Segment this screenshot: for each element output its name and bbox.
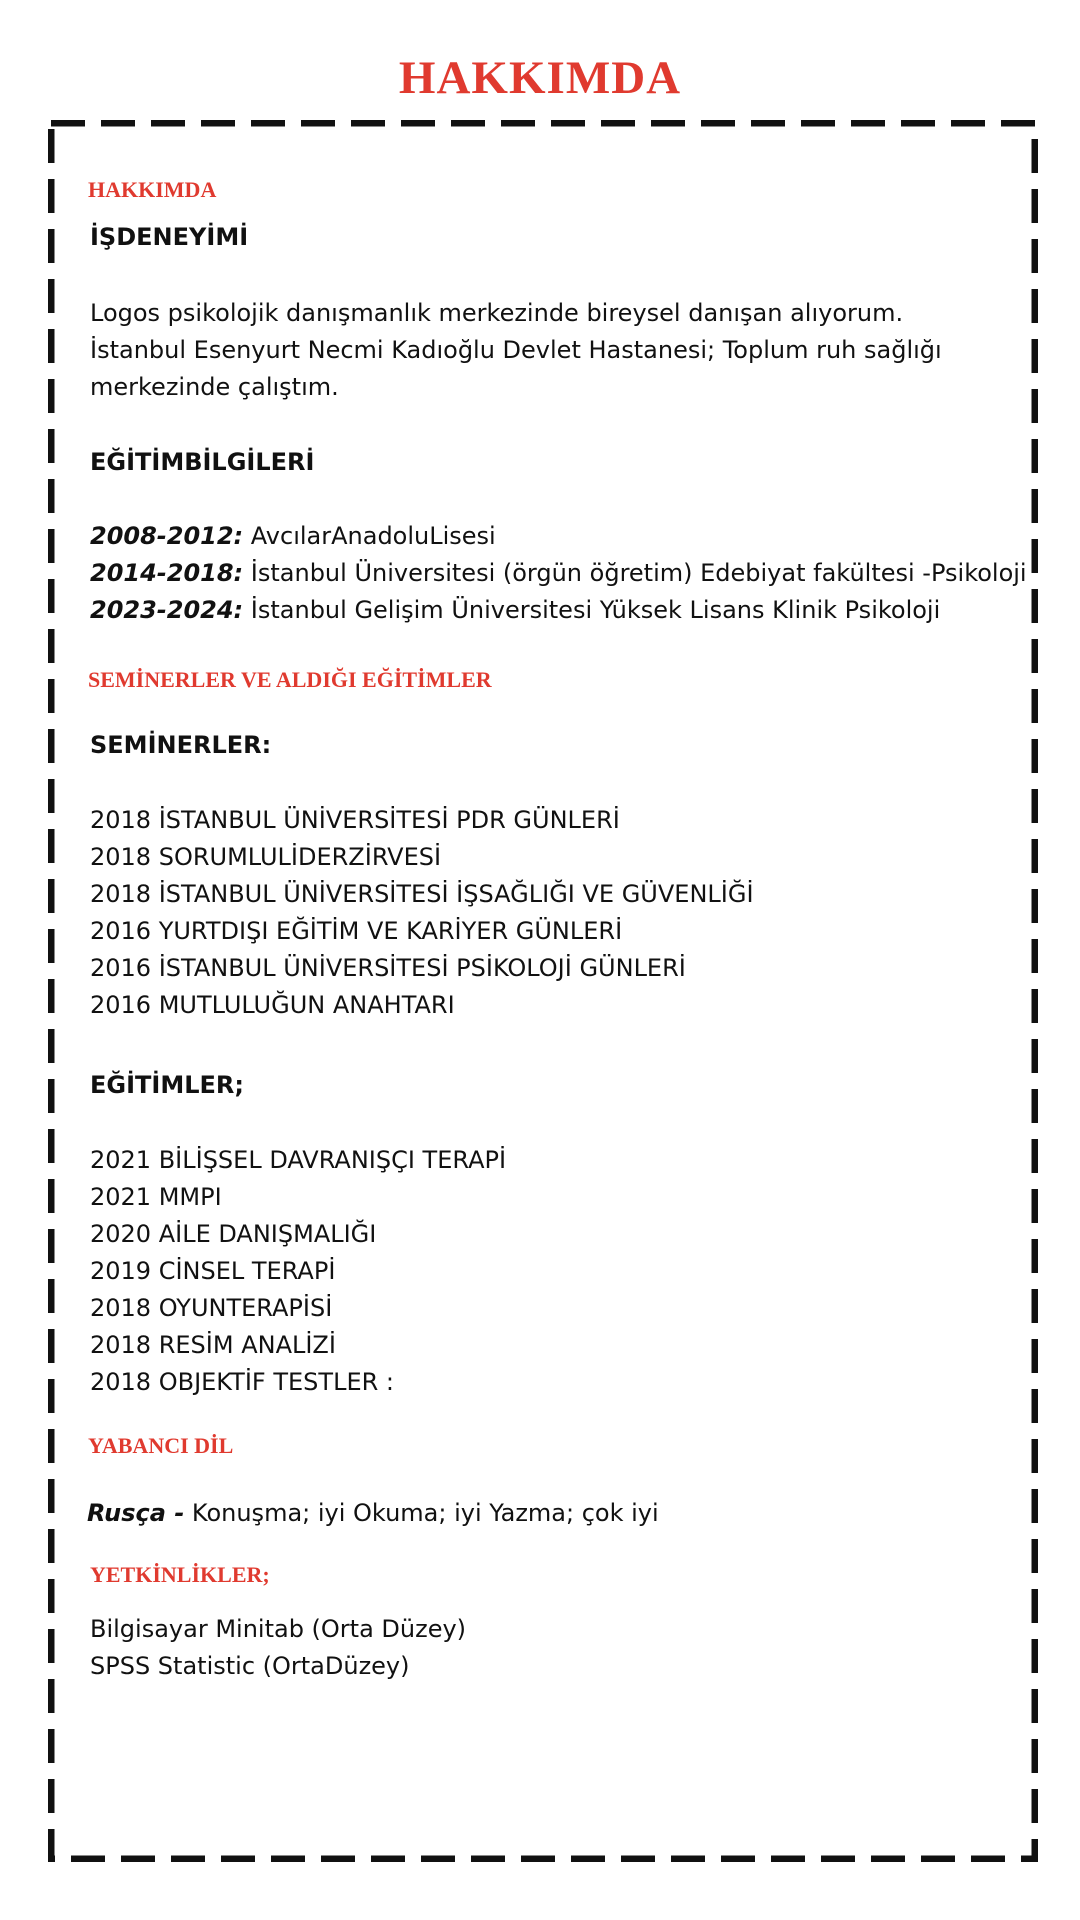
education-school: AvcılarAnadoluLisesi (243, 522, 496, 550)
experience-line: İstanbul Esenyurt Necmi Kadıoğlu Devlet Hastanesi; Toplum ruh sağlığı (90, 336, 942, 364)
education-heading: EĞİTİMBİLGİLERİ (90, 448, 315, 476)
language-line (87, 1495, 659, 1532)
seminars-section-heading: SEMİNERLER VE ALDIĞI EĞİTİMLER (88, 667, 492, 692)
education-item (90, 592, 1027, 629)
seminar-item: 2018 İSTANBUL ÜNİVERSİTESİ PDR GÜNLERİ (90, 806, 620, 834)
education-years: 2023-2024: (90, 596, 244, 624)
language-name: Rusça - (87, 1499, 185, 1527)
skill-item: Bilgisayar Minitab (Orta Düzey) (90, 1615, 467, 1643)
skill-item: SPSS Statistic (OrtaDüzey) (90, 1652, 410, 1680)
education-school: İstanbul Gelişim Üniversitesi Yüksek Lisans Klinik Psikoloji (243, 596, 941, 624)
trainings-list (90, 1142, 506, 1401)
training-item: 2018 OYUNTERAPİSİ (90, 1294, 333, 1322)
training-item: 2021 BİLİŞSEL DAVRANIŞÇI TERAPİ (90, 1146, 507, 1174)
training-item: 2018 OBJEKTİF TESTLER : (90, 1368, 394, 1396)
page-title: HAKKIMDA (398, 52, 682, 104)
education-item (90, 518, 1027, 555)
education-years: 2008-2012: (90, 522, 244, 550)
seminar-item: 2018 İSTANBUL ÜNİVERSİTESİ İŞSAĞLIĞI VE GÜVENLİĞİ (90, 880, 754, 908)
education-item (90, 555, 1027, 592)
experience-heading: İŞDENEYİMİ (90, 223, 249, 251)
trainings-heading: EĞİTİMLER; (90, 1071, 244, 1099)
experience-line: Logos psikolojik danışmanlık merkezinde bireysel danışan alıyorum. (90, 299, 904, 327)
training-item: 2018 RESİM ANALİZİ (90, 1331, 336, 1359)
about-heading: HAKKIMDA (88, 177, 217, 202)
language-detail: Konuşma; iyi Okuma; iyi Yazma; çok iyi (184, 1499, 659, 1527)
seminar-item: 2016 MUTLULUĞUN ANAHTARI (90, 991, 455, 1019)
language-heading: YABANCI DİL (88, 1433, 234, 1458)
skills-heading: YETKİNLİKLER; (90, 1562, 270, 1587)
seminars-list (90, 802, 754, 1024)
seminar-item: 2018 SORUMLULİDERZİRVESİ (90, 843, 442, 871)
education-school: İstanbul Üniversitesi (örgün öğretim) Edebiyat fakültesi -Psikoloji (243, 559, 1027, 587)
experience-text (90, 295, 942, 406)
education-list (90, 518, 1027, 629)
education-years: 2014-2018: (90, 559, 244, 587)
training-item: 2020 AİLE DANIŞMALIĞI (90, 1220, 377, 1248)
seminar-item: 2016 YURTDIŞI EĞİTİM VE KARİYER GÜNLERİ (90, 917, 623, 945)
seminar-item: 2016 İSTANBUL ÜNİVERSİTESİ PSİKOLOJİ GÜNLERİ (90, 954, 686, 982)
skills-list (90, 1611, 466, 1685)
training-item: 2019 CİNSEL TERAPİ (90, 1257, 336, 1285)
seminars-heading: SEMİNERLER: (90, 731, 272, 759)
training-item: 2021 MMPI (90, 1183, 222, 1211)
experience-line: merkezinde çalıştım. (90, 373, 339, 401)
